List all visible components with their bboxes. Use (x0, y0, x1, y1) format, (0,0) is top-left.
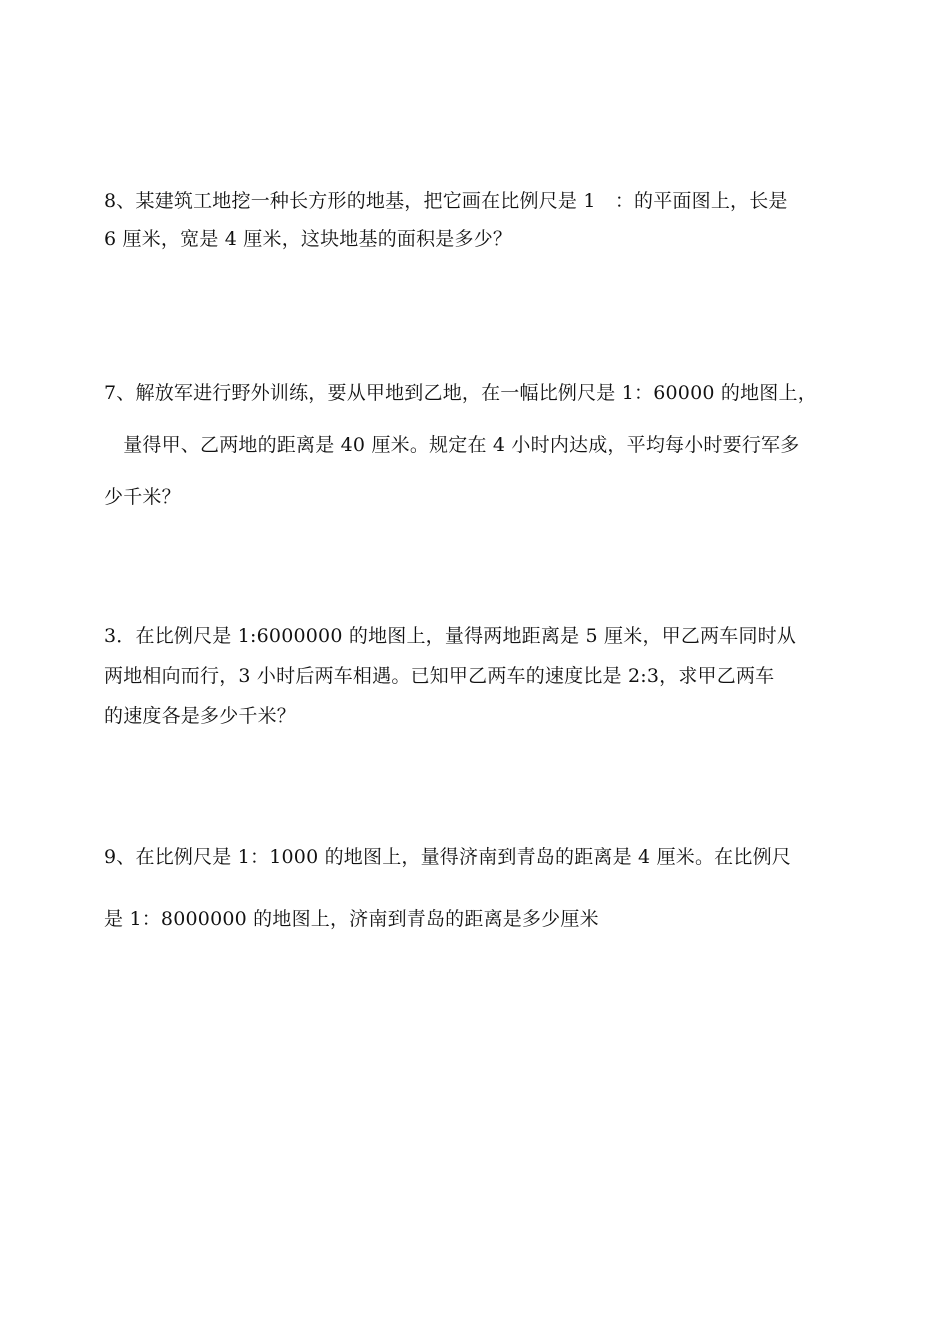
problem-9 (104, 838, 884, 938)
problem-8-line-1: 8、某建筑工地挖一种长方形的地基，把它画在比例尺是 1 ：的平面图上，长是 (104, 190, 788, 212)
problem-7 (104, 374, 884, 516)
problem-7-line-1: 7、解放军进行野外训练，要从甲地到乙地，在一幅比例尺是 1：60000 的地图上， (104, 382, 817, 404)
problem-9-line-1: 9、在比例尺是 1：1000 的地图上，量得济南到青岛的距离是 4 厘米。在比例尺 (104, 846, 791, 868)
problem-3-line-1: 3．在比例尺是 1:6000000 的地图上，量得两地距离是 5 厘米，甲乙两车同时从 (104, 625, 797, 647)
problem-3-line-2: 两地相向而行，3 小时后两车相遇。已知甲乙两车的速度比是 2:3，求甲乙两车 (104, 665, 775, 687)
problem-9-line-2: 是 1：8000000 的地图上，济南到青岛的距离是多少厘米 (104, 908, 599, 930)
problem-8 (104, 182, 884, 258)
problem-7-line-2: 量得甲、乙两地的距离是 40 厘米。规定在 4 小时内达成，平均每小时要行军多 (104, 434, 800, 456)
problem-8-line-2: 6 厘米，宽是 4 厘米，这块地基的面积是多少？ (104, 228, 513, 250)
problem-7-line-3: 少千米？ (104, 486, 181, 508)
problem-3-line-3: 的速度各是多少千米？ (104, 705, 297, 727)
problem-3 (104, 616, 884, 736)
